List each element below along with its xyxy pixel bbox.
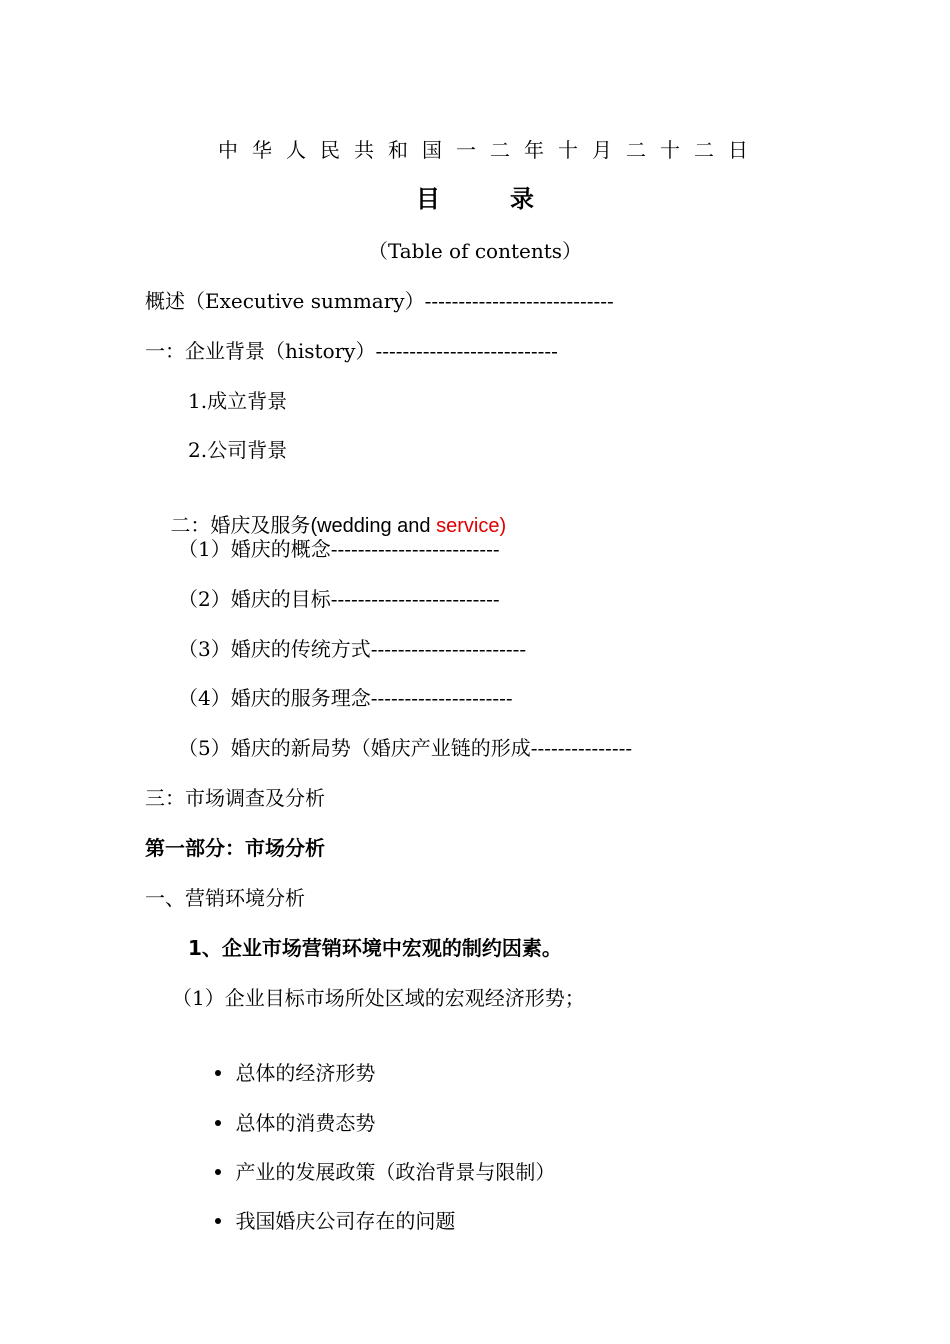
date-line: 中华人民共和国一二年十月二十二日 bbox=[218, 138, 762, 162]
toc-entry-wedding-3: （3）婚庆的传统方式----------------------- bbox=[178, 637, 527, 661]
section-macro-heading: 1、企业市场营销环境中宏观的制约因素。 bbox=[188, 936, 562, 960]
toc-entry-wedding-1: （1）婚庆的概念------------------------- bbox=[178, 537, 500, 561]
bullet-item: 我国婚庆公司存在的问题 bbox=[190, 1182, 455, 1260]
bullet-dot-icon bbox=[215, 1120, 221, 1126]
bullet-dot-icon bbox=[215, 1070, 221, 1076]
toc-entry-wedding-5: （5）婚庆的新局势（婚庆产业链的形成--------------- bbox=[178, 736, 633, 760]
toc-entry-summary: 概述（Executive summary）---------------------------- bbox=[145, 289, 614, 313]
section-macro-1: （1）企业目标市场所处区域的宏观经济形势； bbox=[172, 986, 585, 1010]
toc-subtitle: （Table of contents） bbox=[367, 239, 583, 263]
toc-entry-history: 一：企业背景（history）--------------------------- bbox=[145, 339, 558, 363]
bullet-item: 总体的消费态势 bbox=[190, 1084, 375, 1162]
toc-entry-wedding-4: （4）婚庆的服务理念--------------------- bbox=[178, 686, 513, 710]
bullet-dot-icon bbox=[215, 1218, 221, 1224]
toc-title: 目录 bbox=[416, 185, 604, 213]
bullet-item: 产业的发展政策（政治背景与限制） bbox=[190, 1133, 555, 1211]
wedding-latin-red: service) bbox=[436, 515, 507, 537]
section-env: 一、营销环境分析 bbox=[145, 886, 305, 910]
bullet-item: 总体的经济形势 bbox=[190, 1034, 375, 1112]
section-heading-part1: 第一部分：市场分析 bbox=[145, 836, 325, 860]
toc-entry-wedding-2: （2）婚庆的目标------------------------- bbox=[178, 587, 500, 611]
toc-entry-market: 三：市场调查及分析 bbox=[145, 786, 325, 810]
toc-entry-history-1: 1.成立背景 bbox=[188, 389, 288, 413]
bullet-dot-icon bbox=[215, 1169, 221, 1175]
toc-entry-history-2: 2.公司背景 bbox=[188, 438, 288, 462]
wedding-label: 二：婚庆及服务 bbox=[170, 513, 311, 537]
wedding-latin: (wedding and bbox=[310, 515, 437, 537]
